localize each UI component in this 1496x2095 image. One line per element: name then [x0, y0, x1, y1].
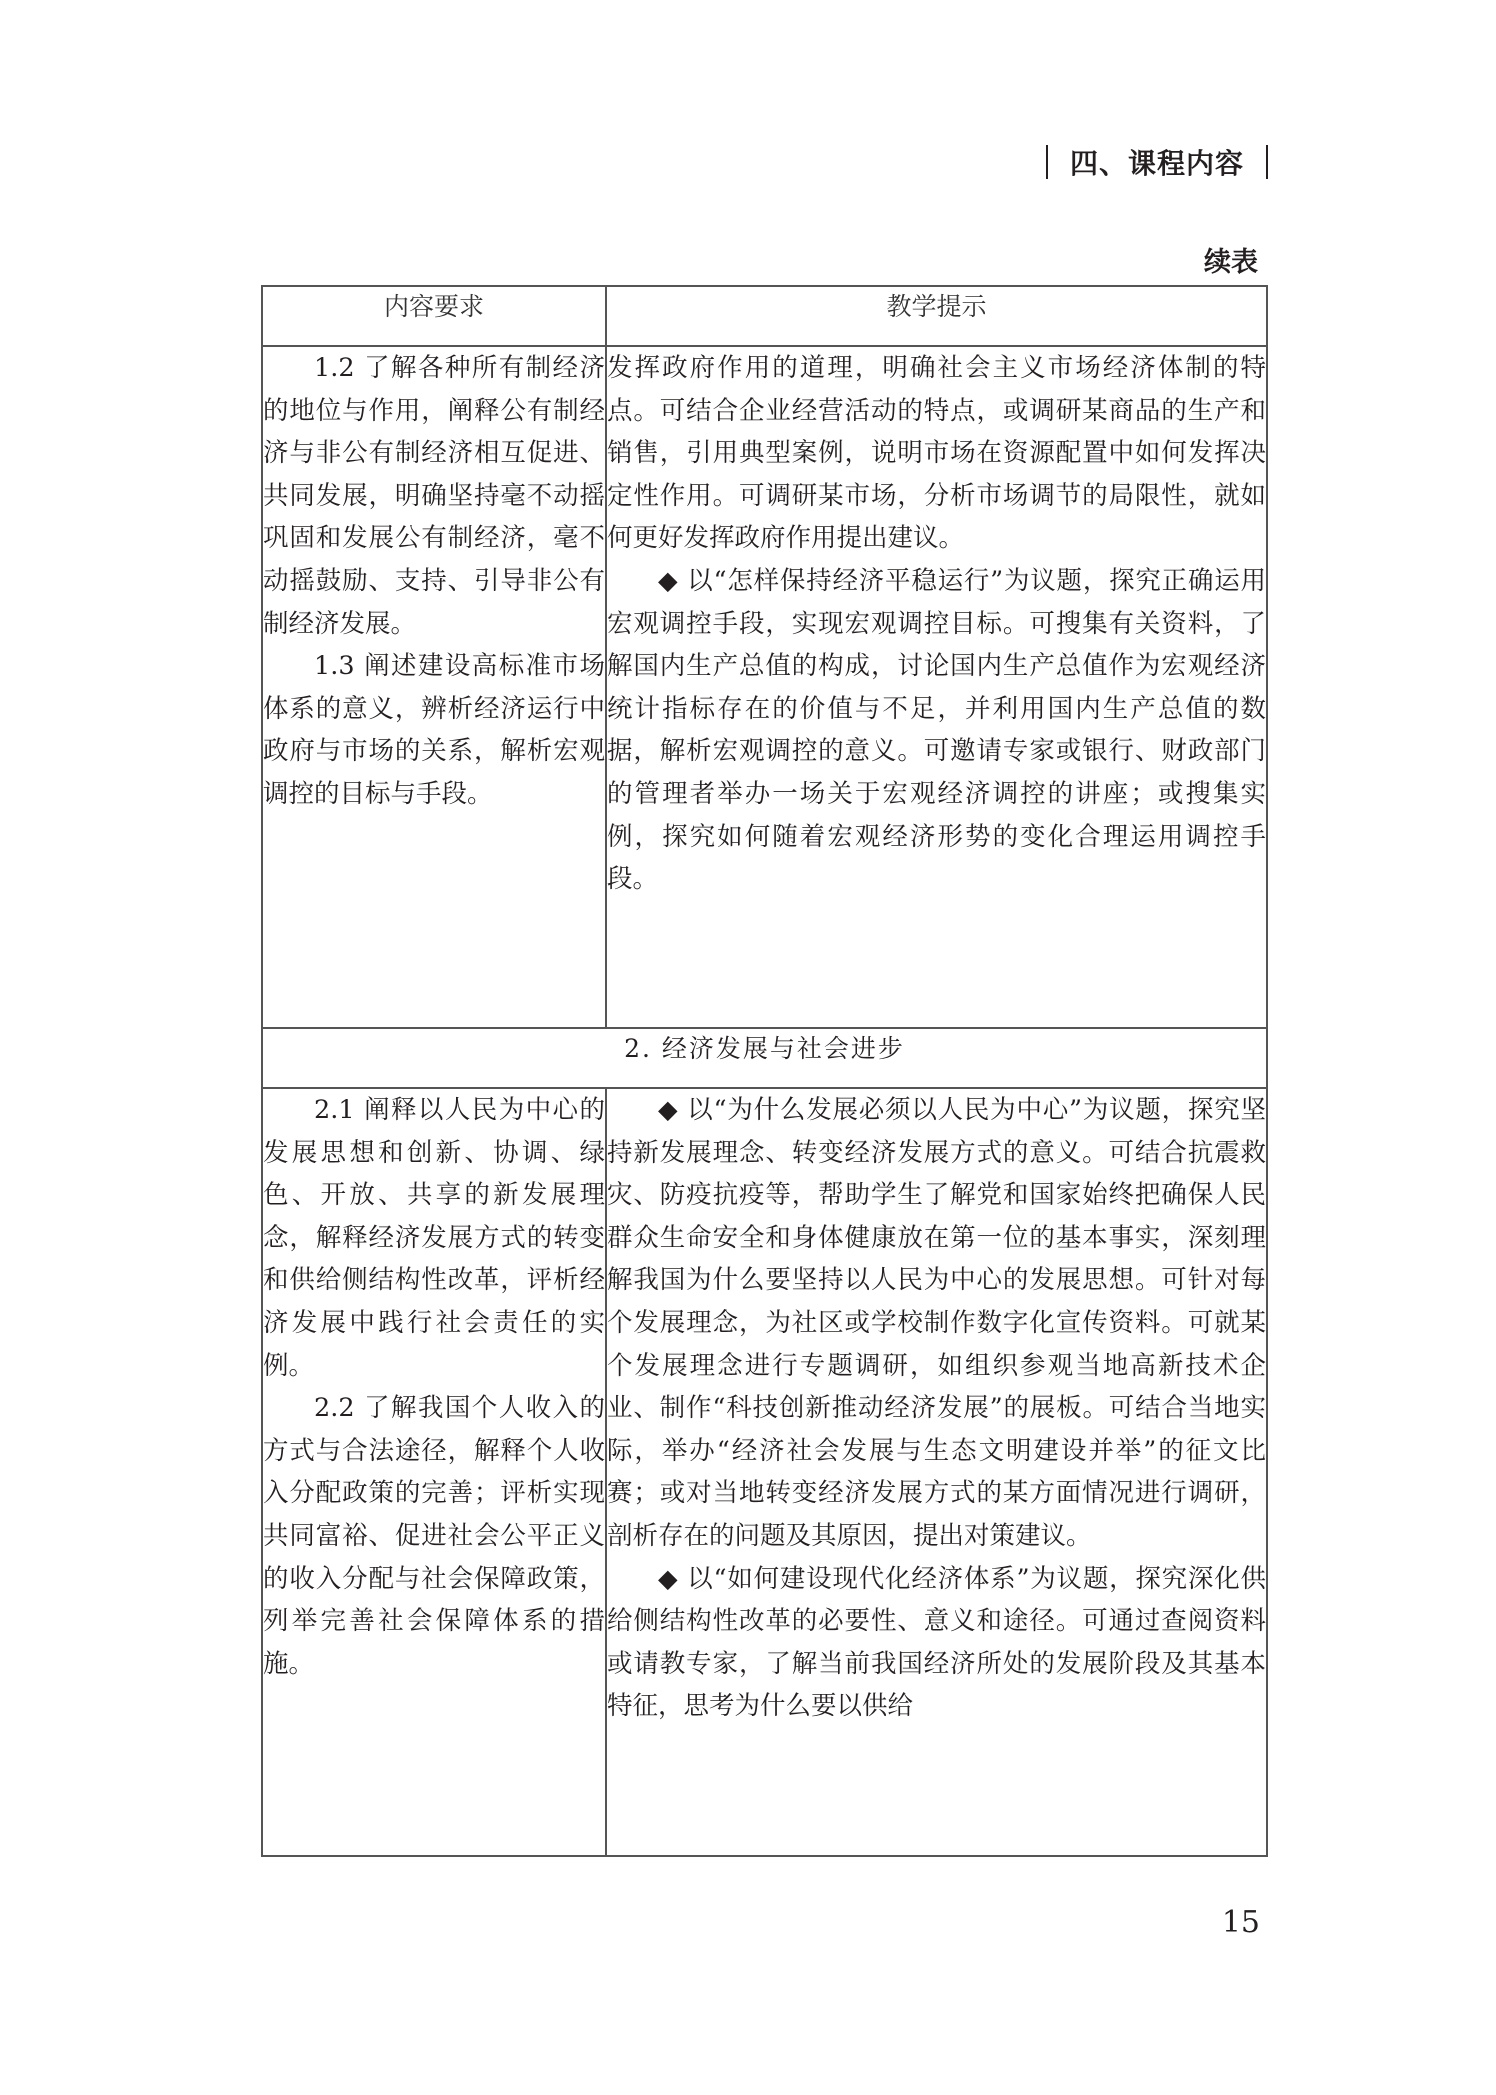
content-table — [261, 285, 1268, 1857]
tip-paragraph: ◆ 以“怎样保持经济平稳运行”为议题，探究正确运用宏观调控手段，实现宏观调控目标。可搜集有关资料，了解国内生产总值的构成，讨论国内生产总值作为宏观经济统计指标存在的价值与不足，并利用国内生产总值的数据，解析宏观调控的意义。可邀请专家或银行、财政部门的管理者举办一场关于宏观经济调控的讲座；或搜集实例，探究如何随着宏观经济形势的变化合理运用调控手段。 — [607, 565, 1266, 895]
teaching-tips-cell — [606, 346, 1267, 1028]
column-header-requirements: 内容要求 — [262, 286, 606, 346]
requirements-cell — [262, 346, 606, 1028]
tip-paragraph: ◆ 以“为什么发展必须以人民为中心”为议题，探究坚持新发展理念、转变经济发展方式的意义。可结合抗震救灾、防疫抗疫等，帮助学生了解党和国家始终把确保人民群众生命安全和身体健康放在第一位的基本事实，深刻理解我国为什么要坚持以人民为中心的发展思想。可针对每个发展理念，为社区或学校制作数字化宣传资料。可就某个发展理念进行专题调研，如组织参观当地高新技术企业、制作“科技创新推动经济发展”的展板。可结合当地实际，举办“经济社会发展与生态文明建设并举”的征文比赛；或对当地转变经济发展方式的某方面情况进行调研，剖析存在的问题及其原因，提出对策建议。 — [607, 1095, 1266, 1551]
teaching-tips-cell — [606, 1088, 1267, 1856]
requirement-1-2: 1.2 了解各种所有制经济的地位与作用，阐释公有制经济与非公有制经济相互促进、共同发展，明确坚持毫不动摇巩固和发展公有制经济，毫不动摇鼓励、支持、引导非公有制经济发展。 — [263, 353, 605, 639]
section-title: 2. 经济发展与社会进步 — [262, 1028, 1267, 1088]
tip-paragraph: ◆ 以“如何建设现代化经济体系”为议题，探究深化供给侧结构性改革的必要性、意义和途径。可通过查阅资料或请教专家，了解当前我国经济所处的发展阶段及其基本特征，思考为什么要以供给 — [607, 1563, 1266, 1722]
requirement-2-1: 2.1 阐释以人民为中心的发展思想和创新、协调、绿色、开放、共享的新发展理念，解释经济发展方式的转变和供给侧结构性改革，评析经济发展中践行社会责任的实例。 — [263, 1095, 605, 1381]
tip-paragraph: 发挥政府作用的道理，明确社会主义市场经济体制的特点。可结合企业经营活动的特点，或调研某商品的生产和销售，引用典型案例，说明市场在资源配置中如何发挥决定性作用。可调研某市场，分析市场调节的局限性，就如何更好发挥政府作用提出建议。 — [607, 353, 1266, 554]
table-row — [262, 346, 1267, 1028]
continued-label: 续表 — [1204, 247, 1258, 278]
requirement-2-2: 2.2 了解我国个人收入的方式与合法途径，解释个人收入分配政策的完善；评析实现共同富裕、促进社会公平正义的收入分配与社会保障政策，列举完善社会保障体系的措施。 — [263, 1393, 605, 1679]
section-title-row — [262, 1028, 1267, 1088]
running-head-left-rule — [1046, 145, 1048, 179]
column-header-teaching-tips: 教学提示 — [606, 286, 1267, 346]
requirements-cell — [262, 1088, 606, 1856]
page-number: 15 — [1221, 1905, 1260, 1940]
table-row — [262, 1088, 1267, 1856]
running-head-right-rule — [1266, 145, 1268, 179]
table-header-row — [262, 286, 1267, 346]
running-head-title: 四、课程内容 — [1069, 147, 1244, 180]
running-head — [1024, 142, 1268, 182]
requirement-1-3: 1.3 阐述建设高标准市场体系的意义，辨析经济运行中政府与市场的关系，解析宏观调控的目标与手段。 — [263, 651, 605, 809]
